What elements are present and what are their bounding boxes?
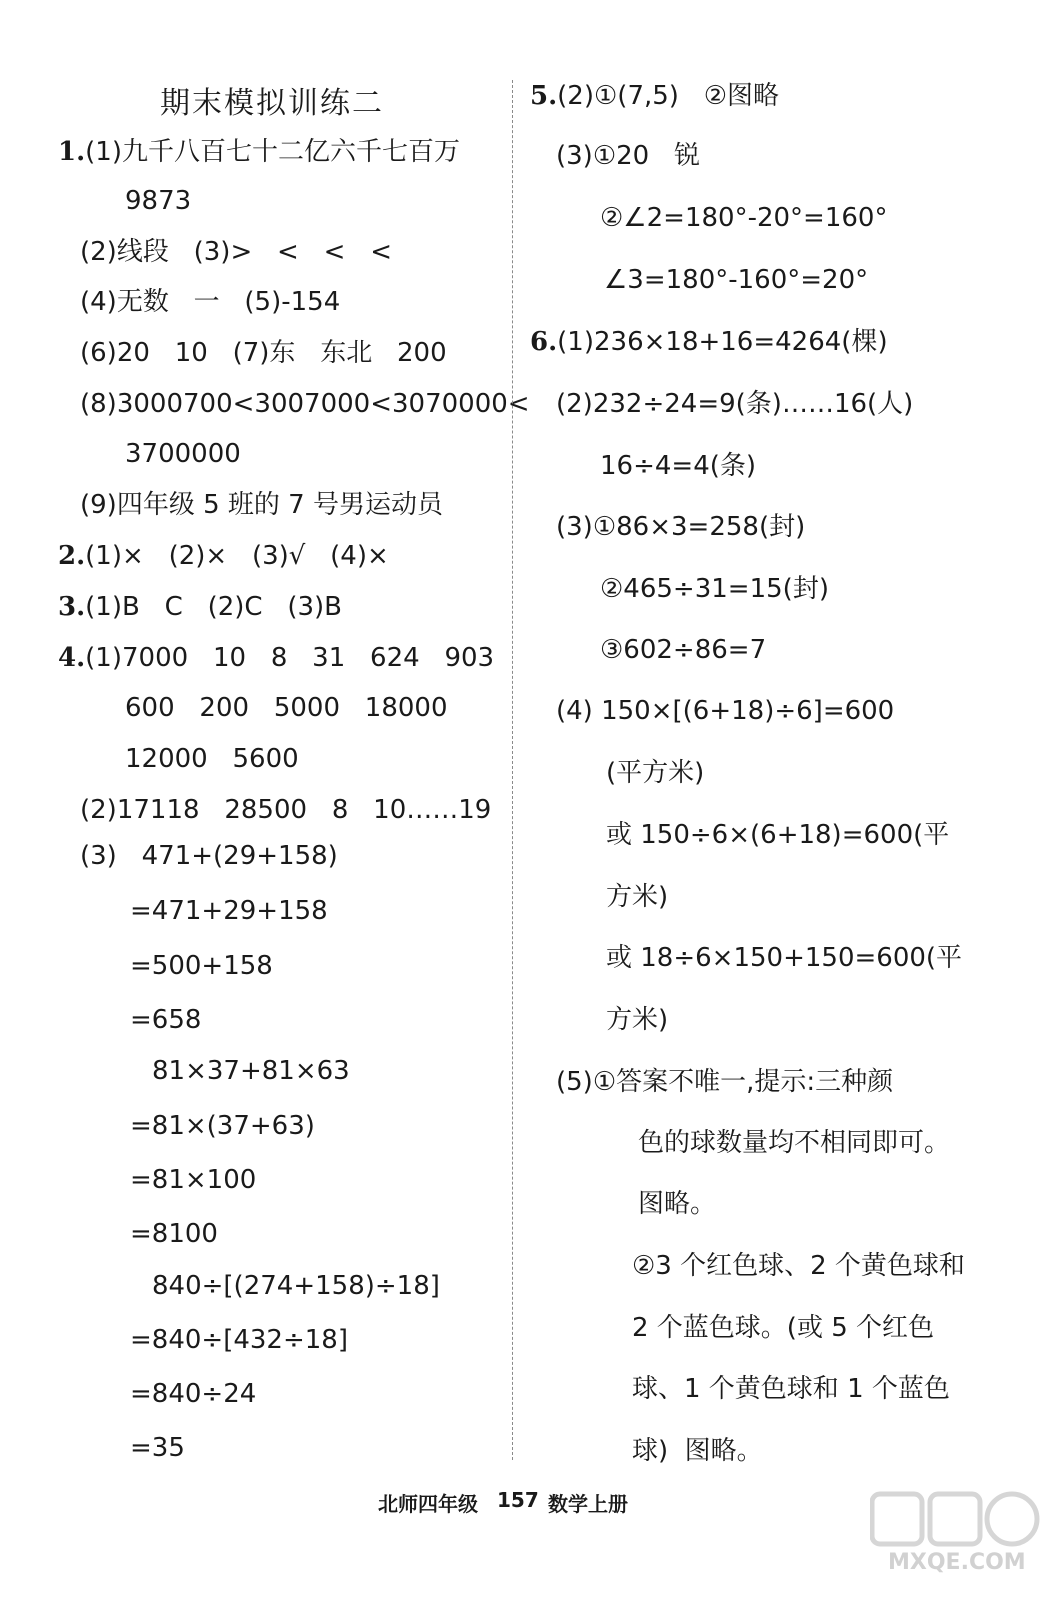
right-line xyxy=(556,140,700,172)
left-line xyxy=(58,642,494,674)
left-line xyxy=(80,840,338,872)
answer-text: 色的球数量均不相同即可。 xyxy=(638,1128,951,1158)
left-line xyxy=(125,438,241,470)
left-line xyxy=(58,136,460,168)
answer-text: (2)17118 28500 8 10……19 xyxy=(80,795,492,825)
answer-text: =658 xyxy=(130,1005,202,1035)
left-line xyxy=(130,1110,315,1142)
right-line xyxy=(606,942,962,974)
footer-grade: 北师四年级 xyxy=(378,1492,478,1516)
answer-text: 或 18÷6×150+150=600(平 xyxy=(606,943,963,973)
answer-text: (2)线段 (3)> < < < xyxy=(80,237,392,267)
answer-text: =81×100 xyxy=(130,1165,257,1195)
answer-text: 12000 5600 xyxy=(125,744,299,774)
answer-text: =840÷24 xyxy=(130,1379,257,1409)
left-line xyxy=(58,591,342,623)
answer-text: (平方米) xyxy=(606,758,705,788)
answer-text: 600 200 5000 18000 xyxy=(125,693,448,723)
answer-text: (3) 471+(29+158) xyxy=(80,841,338,871)
right-line xyxy=(556,511,805,543)
answer-text: 方米) xyxy=(606,882,669,912)
answer-text: 9873 xyxy=(125,186,192,216)
answer-text: (2)232÷24=9(条)……16(人) xyxy=(556,389,914,419)
right-line xyxy=(530,80,779,112)
answer-text: =81×(37+63) xyxy=(130,1111,315,1141)
question-number: 5. xyxy=(530,81,558,111)
left-line xyxy=(152,1270,440,1302)
answer-text: 球) 图略。 xyxy=(632,1436,763,1466)
answer-text: 图略。 xyxy=(638,1189,717,1219)
left-line xyxy=(80,388,530,420)
watermark-url: MXQE.COM xyxy=(888,1550,1026,1575)
right-line xyxy=(600,202,887,234)
right-line xyxy=(632,1250,965,1282)
answer-text: 3700000 xyxy=(125,439,241,469)
right-line xyxy=(638,1188,716,1220)
left-line xyxy=(130,1218,218,1250)
answer-text: =840÷[432÷18] xyxy=(130,1325,348,1355)
right-line xyxy=(632,1312,934,1344)
right-line xyxy=(606,881,668,913)
left-line xyxy=(80,337,447,369)
answer-text: 16÷4=4(条) xyxy=(600,451,757,481)
right-line xyxy=(638,1127,950,1159)
right-line xyxy=(604,264,868,296)
right-line xyxy=(600,450,756,482)
answer-text: (1)7000 10 8 31 624 903 xyxy=(85,643,495,673)
answer-text: (3)①86×3=258(封) xyxy=(556,512,806,542)
answer-text: (4) 150×[(6+18)÷6]=600 xyxy=(556,696,895,726)
answer-text: (1)九千八百七十二亿六千七百万 xyxy=(85,137,460,167)
left-line xyxy=(130,950,273,982)
left-line xyxy=(80,794,491,826)
right-line xyxy=(530,326,888,358)
answer-text: 2 个蓝色球。(或 5 个红色 xyxy=(632,1313,935,1343)
left-line xyxy=(80,286,340,318)
left-line xyxy=(125,692,448,724)
answer-text: ③602÷86=7 xyxy=(600,635,767,665)
right-line xyxy=(606,819,949,851)
left-line xyxy=(125,743,299,775)
answer-text: ②∠2=180°-20°=160° xyxy=(600,203,888,233)
left-line xyxy=(130,1378,256,1410)
answer-text: 或 150÷6×(6+18)=600(平 xyxy=(606,820,950,850)
left-line xyxy=(80,489,443,521)
question-number: 1. xyxy=(58,137,86,167)
page-title: 期末模拟训练二 xyxy=(160,86,384,121)
answer-text: (1)B C (2)C (3)B xyxy=(85,592,343,622)
answer-text: =471+29+158 xyxy=(130,896,328,926)
answer-text: ∠3=180°-160°=20° xyxy=(604,265,869,295)
left-line xyxy=(152,1055,350,1087)
footer-page-number: 157 xyxy=(497,1488,539,1512)
answer-text: (4)无数 一 (5)-154 xyxy=(80,287,341,317)
left-line xyxy=(130,895,328,927)
answer-text: 840÷[(274+158)÷18] xyxy=(152,1271,440,1301)
answer-text: (6)20 10 (7)东 东北 200 xyxy=(80,338,447,368)
answer-text: 方米) xyxy=(606,1005,669,1035)
answer-text: =8100 xyxy=(130,1219,218,1249)
right-line xyxy=(606,1004,668,1036)
left-line xyxy=(58,540,389,572)
left-line xyxy=(130,1324,348,1356)
answer-text: (3)①20 锐 xyxy=(556,141,701,171)
watermark xyxy=(870,1490,1050,1590)
question-number: 4. xyxy=(58,643,86,673)
answer-text: 81×37+81×63 xyxy=(152,1056,350,1086)
answer-text: =500+158 xyxy=(130,951,273,981)
answer-text: (1)× (2)× (3)√ (4)× xyxy=(85,541,389,571)
answer-text: (8)3000700<3007000<3070000< xyxy=(80,389,530,419)
answer-text: ②465÷31=15(封) xyxy=(600,574,829,604)
right-line xyxy=(556,1066,893,1098)
right-line xyxy=(556,388,913,420)
left-line xyxy=(130,1432,185,1464)
answer-text: (2)①(7,5) ②图略 xyxy=(557,81,780,111)
answer-text: ②3 个红色球、2 个黄色球和 xyxy=(632,1251,965,1281)
watermark-logo-icon xyxy=(870,1490,1040,1550)
right-line xyxy=(556,695,894,727)
question-number: 6. xyxy=(530,327,558,357)
column-divider xyxy=(512,80,513,1460)
answer-text: 球、1 个黄色球和 1 个蓝色 xyxy=(632,1374,950,1404)
right-line xyxy=(600,634,766,666)
left-line xyxy=(130,1164,256,1196)
question-number: 2. xyxy=(58,541,86,571)
right-line xyxy=(600,573,829,605)
right-line xyxy=(606,757,704,789)
right-line xyxy=(632,1435,763,1467)
left-line xyxy=(130,1004,201,1036)
footer-subject: 数学上册 xyxy=(548,1492,628,1516)
left-line xyxy=(80,236,392,268)
answer-text: =35 xyxy=(130,1433,185,1463)
answer-text: (9)四年级 5 班的 7 号男运动员 xyxy=(80,490,443,520)
right-line xyxy=(632,1373,950,1405)
answer-text: (1)236×18+16=4264(棵) xyxy=(557,327,888,357)
left-line xyxy=(125,185,191,217)
answer-text: (5)①答案不唯一,提示:三种颜 xyxy=(556,1067,894,1097)
question-number: 3. xyxy=(58,592,86,622)
